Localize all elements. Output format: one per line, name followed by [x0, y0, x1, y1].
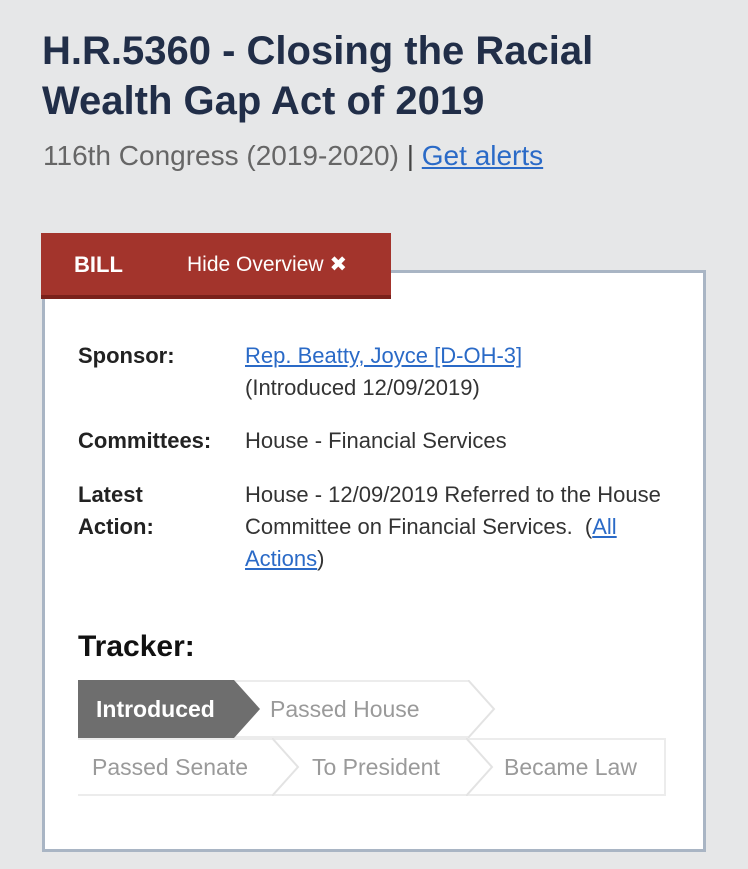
latest-action-value — [245, 479, 665, 575]
close-icon: ✖ — [329, 253, 348, 276]
latest-action-text: House - 12/09/2019 Referred to the House Committee on Financial Services. — [245, 482, 661, 539]
sponsor-value — [245, 340, 665, 404]
tracker-row-1 — [78, 680, 468, 738]
tracker-step-became-law — [466, 738, 666, 796]
tab-bill[interactable]: BILL — [74, 252, 123, 277]
sponsor-label: Sponsor: — [78, 343, 175, 368]
all-actions-link[interactable]: All Actions — [245, 514, 617, 571]
tracker-title: Tracker: — [78, 630, 195, 663]
tracker-step-passed-senate — [78, 738, 272, 796]
all-actions-open-paren: ( — [584, 514, 593, 539]
latest-action-label — [78, 479, 154, 543]
tracker-step-label: Became Law — [504, 753, 637, 780]
tracker-step-to-president — [272, 738, 466, 796]
sponsor-link[interactable]: Rep. Beatty, Joyce [D-OH-3] — [245, 343, 523, 368]
hide-overview-label: Hide Overview — [187, 253, 324, 276]
overview-tab-bar — [41, 233, 391, 299]
latest-action-label-line2: Action: — [78, 514, 154, 539]
tracker-step-label: Passed House — [270, 695, 420, 722]
tracker-step-label: Introduced — [96, 695, 215, 722]
committees-value: House - Financial Services — [245, 428, 507, 453]
page-title: H.R.5360 - Closing the Racial Wealth Gap Act of 2019 — [42, 29, 594, 123]
committees-label: Committees: — [78, 428, 212, 453]
chevron-right-icon — [234, 680, 262, 738]
chevron-right-icon — [468, 680, 496, 738]
latest-action-label-line1: Latest — [78, 482, 143, 507]
chevron-right-icon — [466, 738, 494, 796]
tracker-step-label: To President — [312, 753, 440, 780]
separator: | — [406, 140, 414, 171]
congress-label: 116th Congress (2019-2020) — [43, 140, 399, 171]
tracker-step-label: Passed Senate — [92, 753, 249, 780]
chevron-right-icon — [272, 738, 300, 796]
sponsor-introduced: (Introduced 12/09/2019) — [245, 375, 480, 400]
all-actions-close-paren: ) — [317, 546, 325, 571]
tracker-step-introduced — [78, 680, 234, 738]
get-alerts-link[interactable]: Get alerts — [421, 140, 544, 171]
tracker-step-passed-house — [234, 680, 468, 738]
congress-line — [43, 140, 543, 172]
tracker-row-2 — [78, 738, 666, 796]
hide-overview-button[interactable] — [187, 252, 347, 277]
